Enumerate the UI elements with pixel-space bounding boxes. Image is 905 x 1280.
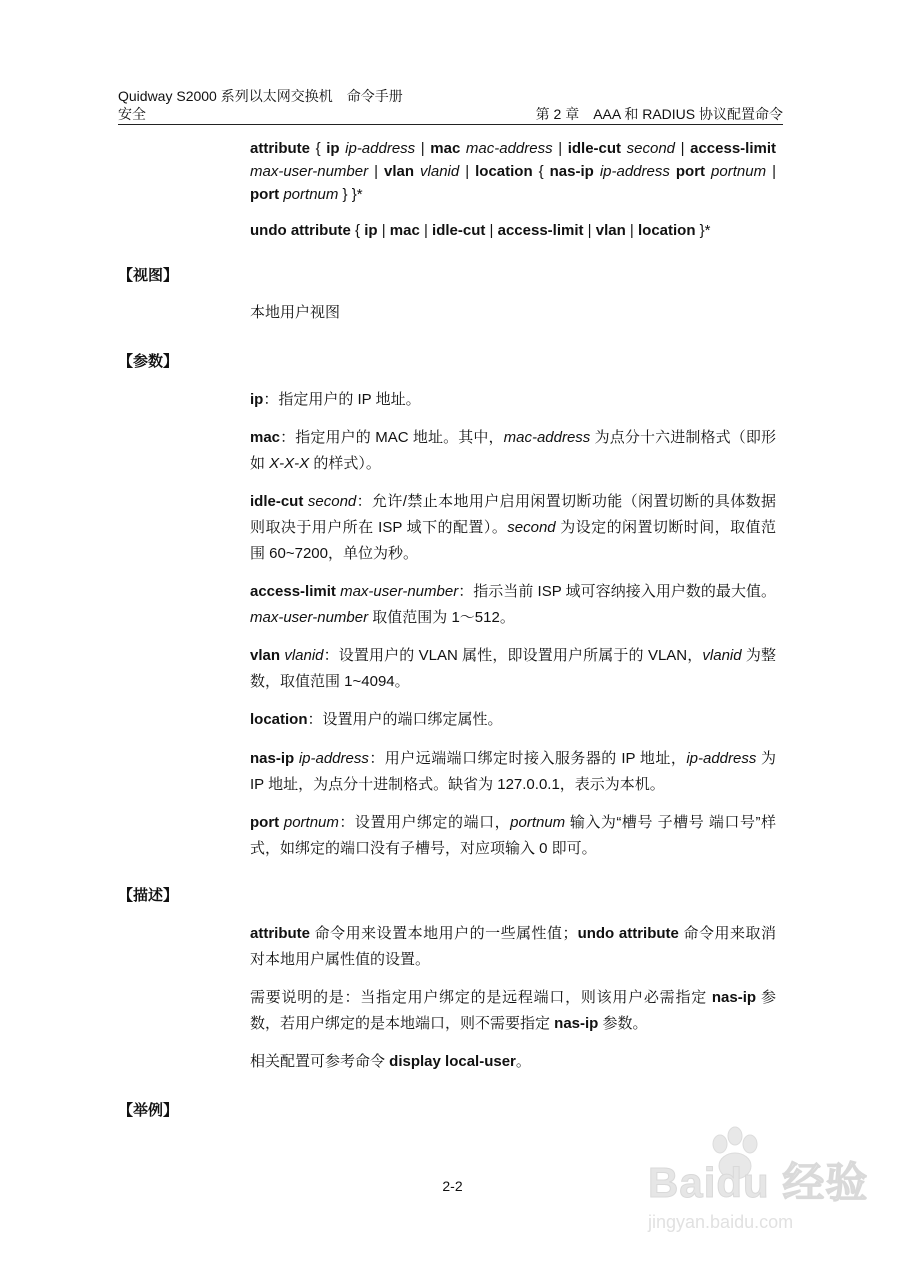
argument: mac-address bbox=[465, 140, 553, 157]
keyword: display local-user bbox=[389, 1053, 516, 1070]
argument: second bbox=[507, 519, 556, 536]
text-run: | bbox=[377, 222, 390, 239]
keyword: port bbox=[250, 814, 280, 831]
text-run: ：设置用户绑定的端口， bbox=[338, 814, 511, 831]
keyword: location bbox=[250, 711, 308, 728]
keyword: attribute bbox=[250, 140, 310, 157]
keyword: access-limit bbox=[690, 140, 776, 157]
text-run: | bbox=[415, 140, 431, 157]
text-run: { bbox=[350, 222, 365, 239]
example-heading: 【举例】 bbox=[118, 1102, 179, 1119]
text-run: | bbox=[419, 222, 433, 239]
argument: ip-address bbox=[298, 750, 369, 767]
text-run: 为点分十六进制格式（即形如 bbox=[250, 429, 777, 472]
text-run: | bbox=[583, 222, 596, 239]
desc-paragraph-2 bbox=[250, 985, 776, 1037]
argument: vlanid bbox=[420, 163, 460, 180]
keyword: port bbox=[250, 186, 280, 203]
text-run: 。 bbox=[515, 1053, 531, 1070]
keyword: undo attribute bbox=[577, 925, 679, 942]
keyword: vlan bbox=[595, 222, 626, 239]
text-run: 取值范围为 1～512。 bbox=[368, 609, 515, 626]
desc-paragraph-1 bbox=[250, 921, 776, 973]
header-chapter: 第 2 章 AAA 和 RADIUS 协议配置命令 bbox=[535, 106, 783, 122]
text-run: }* bbox=[695, 222, 711, 239]
desc-heading: 【描述】 bbox=[118, 887, 179, 904]
text-run: 为整数，取值范围 1~4094。 bbox=[250, 647, 777, 690]
header-rule bbox=[118, 124, 783, 125]
argument: portnum bbox=[283, 186, 339, 203]
param-port bbox=[250, 810, 776, 862]
params-heading: 【参数】 bbox=[118, 353, 179, 370]
view-text: 本地用户视图 bbox=[250, 304, 341, 321]
keyword: location bbox=[475, 163, 533, 180]
argument: max-user-number bbox=[250, 163, 369, 180]
param-ip bbox=[250, 387, 776, 413]
text-run: } }* bbox=[338, 186, 363, 203]
keyword: ip bbox=[364, 222, 378, 239]
argument: ip-address bbox=[599, 163, 670, 180]
header-product: Quidway S2000 系列以太网交换机 命令手册 bbox=[118, 88, 403, 104]
text-run: 命令用来设置本地用户的一些属性值； bbox=[310, 925, 578, 942]
keyword: mac bbox=[250, 429, 281, 446]
desc-paragraph-3 bbox=[250, 1049, 776, 1075]
param-nas-ip bbox=[250, 746, 776, 798]
text-run: ：设置用户的 VLAN 属性，即设置用户所属于的 VLAN， bbox=[323, 647, 703, 664]
argument: portnum bbox=[283, 814, 339, 831]
text-run: ：指定用户的 IP 地址。 bbox=[263, 391, 421, 408]
text-run: | bbox=[766, 163, 776, 180]
param-vlan bbox=[250, 643, 776, 695]
text-run: 需要说明的是：当指定用户绑定的是远程端口，则该用户必需指定 bbox=[250, 989, 712, 1006]
argument: portnum bbox=[510, 814, 566, 831]
argument: ip-address bbox=[345, 140, 416, 157]
argument: second bbox=[307, 493, 357, 510]
keyword: ip bbox=[326, 140, 340, 157]
text-run: | bbox=[368, 163, 384, 180]
view-heading: 【视图】 bbox=[118, 267, 179, 284]
text-run: ：用户远端端口绑定时接入服务器的 IP 地址， bbox=[368, 750, 687, 767]
keyword: nas-ip bbox=[549, 163, 594, 180]
keyword: undo attribute bbox=[250, 222, 351, 239]
argument: second bbox=[626, 140, 676, 157]
keyword: access-limit bbox=[497, 222, 584, 239]
baidu-watermark bbox=[612, 1130, 882, 1260]
text-run: 为设定的闲置切断时间，取值范围 60~7200，单位为秒。 bbox=[250, 519, 776, 562]
text-run: 输入为“槽号 子槽号 端口号”样式，如绑定的端口没有子槽号，对应项输入 0 即可。 bbox=[250, 814, 776, 857]
text-run: | bbox=[625, 222, 638, 239]
keyword: idle-cut bbox=[250, 493, 304, 510]
text-run: ：允许/禁止本地用户启用闲置切断功能（闲置切断的具体数据则取决于用户所在 ISP 域下的配置）。 bbox=[250, 493, 776, 536]
argument: portnum bbox=[711, 163, 767, 180]
param-location bbox=[250, 707, 776, 733]
keyword: mac bbox=[430, 140, 461, 157]
text-run: { bbox=[532, 163, 550, 180]
argument: vlanid bbox=[284, 647, 324, 664]
keyword: port bbox=[675, 163, 706, 180]
page-number: 2-2 bbox=[442, 1178, 463, 1194]
keyword: nas-ip bbox=[250, 750, 295, 767]
argument: vlanid bbox=[702, 647, 742, 664]
syntax-undo-attribute bbox=[250, 218, 776, 244]
keyword: access-limit bbox=[250, 583, 336, 600]
keyword: ip bbox=[250, 391, 264, 408]
argument: mac-address bbox=[503, 429, 591, 446]
param-mac bbox=[250, 425, 776, 477]
param-idle-cut bbox=[250, 489, 776, 567]
text-run: 命令用来取消对本地用户属性值的设置。 bbox=[250, 925, 777, 968]
text-run: | bbox=[675, 140, 691, 157]
text-run: | bbox=[552, 140, 568, 157]
text-run: ：指定用户的 MAC 地址。其中， bbox=[280, 429, 504, 446]
syntax-attribute bbox=[250, 137, 776, 206]
keyword: nas-ip bbox=[554, 1015, 599, 1032]
keyword: nas-ip bbox=[711, 989, 757, 1006]
argument: X-X-X bbox=[269, 455, 310, 472]
text-run: 参数，若用户绑定的是本地端口，则不需要指定 bbox=[250, 989, 777, 1032]
watermark-main-text: Baidu 经验 bbox=[648, 1159, 869, 1206]
argument: max-user-number bbox=[340, 583, 459, 600]
text-run: | bbox=[459, 163, 476, 180]
keyword: mac bbox=[389, 222, 420, 239]
keyword: vlan bbox=[250, 647, 281, 664]
argument: ip-address bbox=[686, 750, 757, 767]
text-run: ：指示当前 ISP 域可容纳接入用户数的最大值。 bbox=[458, 583, 776, 600]
text-run: 的样式）。 bbox=[309, 455, 381, 472]
text-run: { bbox=[310, 140, 327, 157]
param-access-limit bbox=[250, 579, 776, 631]
text-run: 相关配置可参考命令 bbox=[250, 1053, 390, 1070]
text-run: 为 IP 地址，为点分十进制格式。缺省为 127.0.0.1，表示为本机。 bbox=[250, 750, 776, 793]
keyword: idle-cut bbox=[567, 140, 622, 157]
keyword: idle-cut bbox=[432, 222, 486, 239]
keyword: attribute bbox=[250, 925, 310, 942]
header-section: 安全 bbox=[118, 106, 146, 122]
watermark-sub-text: jingyan.baidu.com bbox=[648, 1212, 794, 1232]
argument: max-user-number bbox=[250, 609, 369, 626]
keyword: location bbox=[637, 222, 696, 239]
keyword: vlan bbox=[384, 163, 415, 180]
text-run: | bbox=[485, 222, 498, 239]
text-run: 参数。 bbox=[598, 1015, 648, 1032]
text-run: ：设置用户的端口绑定属性。 bbox=[307, 711, 503, 728]
